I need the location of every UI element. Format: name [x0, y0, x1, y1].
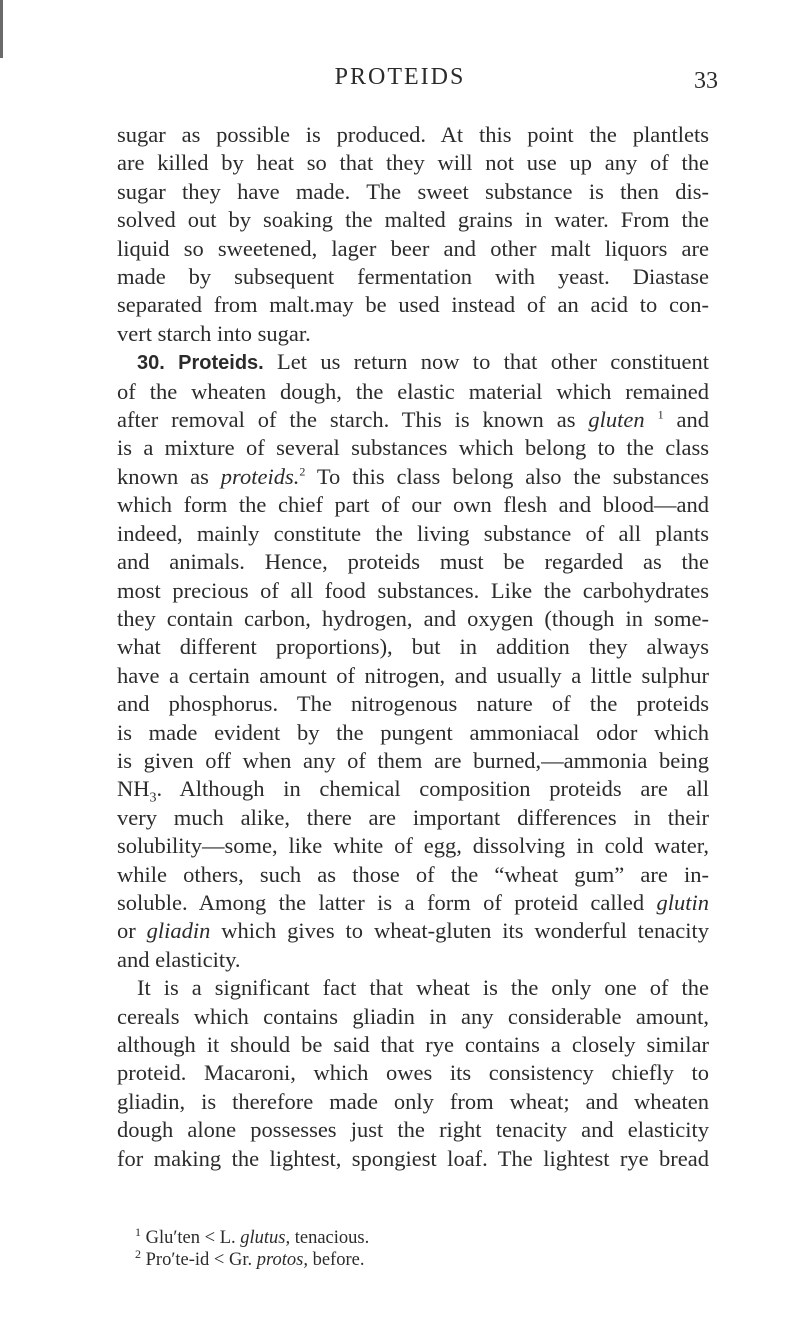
text-run: known as: [117, 463, 209, 489]
chem-formula: NH: [117, 776, 150, 802]
text-line: separated from malt.may be used instead of an acid to con-: [117, 292, 709, 318]
footnote-term: glutus,: [240, 1228, 291, 1248]
text-run: or: [117, 918, 136, 944]
text-line: which form the chief part of our own flesh and blood—and: [117, 492, 709, 518]
text-line: and phosphorus. The nitrogenous nature of the proteids: [117, 691, 709, 717]
text-line: and animals. Hence, proteids must be regarded as the: [117, 549, 709, 575]
text-line: dough alone possesses just the right tenacity and elasticity: [117, 1117, 709, 1143]
section-title: Proteids.: [178, 352, 264, 375]
text-run: before.: [312, 1250, 365, 1270]
text-run: . Although in chemical composition proteids are all: [156, 776, 709, 802]
text-run: Pro′te-id < Gr.: [145, 1250, 253, 1270]
footnote-2: [135, 1246, 369, 1271]
footnote-number: 1: [135, 1224, 141, 1239]
text-run: and: [676, 407, 709, 433]
term-proteids: proteids.: [220, 463, 300, 489]
text-line: although it should be said that rye contains a closely similar: [117, 1032, 709, 1057]
text-line: sugar as possible is produced. At this point the plantlets: [117, 122, 709, 147]
footnotes: [135, 1224, 370, 1271]
text-line: and elasticity.: [117, 946, 241, 972]
text-run: which gives to wheat-gluten its wonderful tenacity: [221, 918, 709, 944]
text-line: [117, 889, 709, 917]
text-line: vert starch into sugar.: [117, 320, 311, 346]
term-glutin: glutin: [656, 889, 709, 915]
text-run: To this class belong also the substances: [316, 463, 710, 489]
chem-subscript: 3: [149, 790, 157, 806]
page-header: [0, 64, 800, 104]
text-line: most precious of all food substances. Like the carbohydrates: [117, 577, 709, 603]
text-line: indeed, mainly constitute the living substance of all plants: [117, 520, 709, 546]
text-line: proteid. Macaroni, which owes its consistency chiefly to: [117, 1060, 709, 1086]
text-line: sugar they have made. The sweet substance is then dis-: [117, 178, 709, 204]
page-number: 33: [694, 68, 718, 94]
footnote-ref-1: 1: [657, 407, 664, 422]
text-line: made by subsequent fermentation with yeast. Diastase: [117, 264, 709, 290]
text-line: while others, such as those of the “wheat gum” are in-: [117, 861, 709, 887]
text-run: Glu′ten < L.: [145, 1228, 236, 1248]
section-first-line: Let us return now to that other constituent: [277, 349, 709, 375]
text-line: solved out by soaking the malted grains in water. From the: [117, 207, 709, 233]
text-line: they contain carbon, hydrogen, and oxygen (though in some-: [117, 605, 709, 631]
text-line: [117, 463, 709, 491]
section-number: 30.: [137, 352, 165, 375]
text-run: soluble. Among the latter is a form of proteid called: [117, 889, 645, 915]
text-line: is a mixture of several substances which belong to the class: [117, 435, 709, 461]
footnote-number: 2: [135, 1246, 141, 1261]
text-line: very much alike, there are important differences in their: [117, 804, 709, 830]
running-head: PROTEIDS: [334, 64, 466, 90]
text-line: It is a significant fact that wheat is the only one of the: [137, 975, 709, 1001]
text-line: [117, 775, 709, 806]
text-line: is given off when any of them are burned,—ammonia being: [117, 747, 709, 773]
text-line: [117, 406, 709, 434]
text-run: tenacious.: [294, 1228, 370, 1248]
scan-edge-mark: [0, 0, 3, 58]
footnote-ref-2: 2: [299, 464, 306, 479]
footnote-1: [135, 1224, 370, 1249]
text-line: of the wheaten dough, the elastic material which remained: [117, 378, 709, 404]
text-run: after removal of the starch. This is known as: [117, 407, 576, 433]
text-line: cereals which contains gliadin in any considerable amount,: [117, 1003, 709, 1029]
term-gliadin: gliadin: [146, 918, 211, 944]
text-line: liquid so sweetened, lager beer and other malt liquors are: [117, 235, 709, 261]
text-line: is made evident by the pungent ammoniacal odor which: [117, 719, 709, 745]
text-line: [117, 917, 709, 945]
text-line: gliadin, is therefore made only from wheat; and wheaten: [117, 1088, 709, 1114]
text-line: are killed by heat so that they will not use up any of the: [117, 150, 709, 176]
text-line: solubility—some, like white of egg, dissolving in cold water,: [117, 833, 709, 859]
section-heading-line: [117, 348, 709, 377]
text-line: have a certain amount of nitrogen, and usually a little sulphur: [117, 662, 709, 688]
term-gluten: gluten: [588, 407, 645, 433]
text-line: what different proportions), but in addition they always: [117, 634, 709, 660]
body-text: [117, 121, 709, 1173]
text-line: for making the lightest, spongiest loaf. The lightest rye bread: [117, 1145, 709, 1171]
footnote-term: protos,: [256, 1250, 308, 1270]
